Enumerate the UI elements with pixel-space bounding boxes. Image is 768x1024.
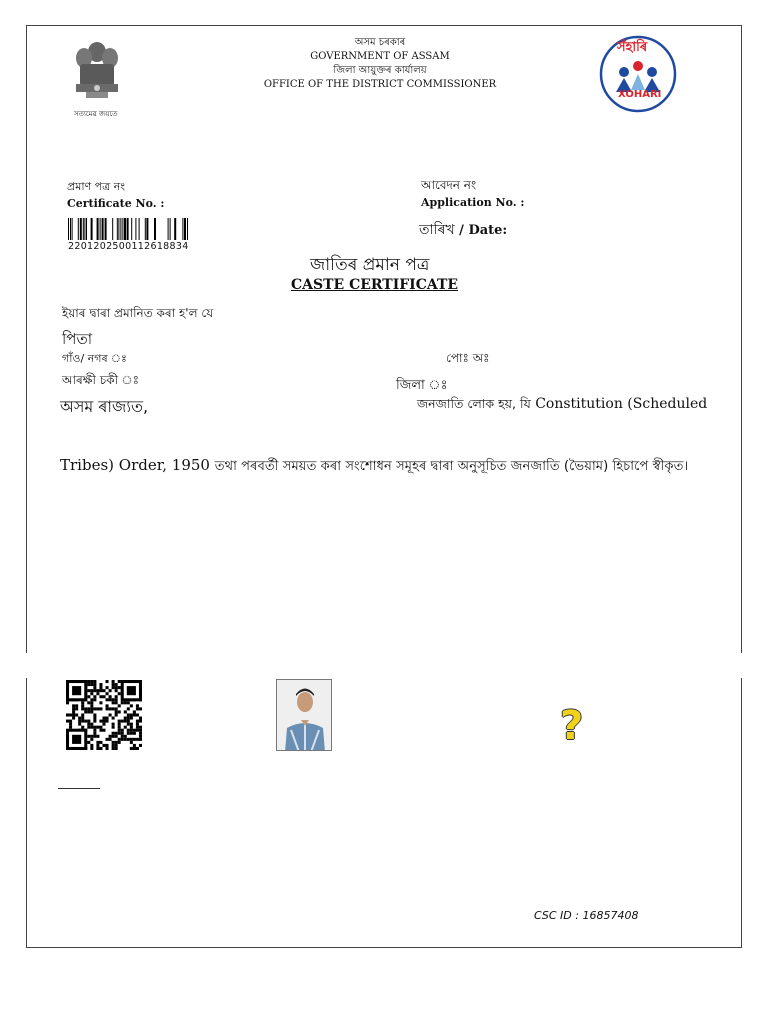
date-label bbox=[419, 218, 507, 242]
constitution-line bbox=[417, 396, 707, 416]
order-text-en: Tribes) Order, 1950 bbox=[60, 456, 210, 474]
title-as: জাতিৰ প্ৰমান পত্ৰ bbox=[310, 255, 430, 275]
header-line-office-as: জিলা আয়ুক্তৰ কাৰ্যালয় bbox=[333, 65, 427, 76]
certify-line: ইয়াৰ দ্বাৰা প্ৰমানিত কৰা হ'ল যে bbox=[62, 306, 214, 320]
father-label: পিতা bbox=[62, 330, 93, 348]
applicant-photo bbox=[276, 679, 332, 751]
order-text-as: তথা পৰবৰ্তী সময়ত কৰা সংশোধন সমূহৰ দ্বাৰা অনুসূচিত জনজাতি (ভৈয়াম) হিচাপে স্বীকৃত। bbox=[214, 459, 689, 474]
state-label: অসম ৰাজ্যত, bbox=[60, 397, 149, 416]
village-label: গাঁও/ নগৰ ঃ bbox=[62, 352, 127, 365]
barcode-icon bbox=[68, 218, 188, 240]
date-label-en: / Date: bbox=[454, 223, 508, 238]
district-label: জিলা ঃ bbox=[396, 378, 448, 393]
csc-id: CSC ID : 16857408 bbox=[534, 909, 639, 922]
xohari-logo-bottom-text: XOHARI bbox=[618, 89, 662, 100]
date-label-as: তাৰিখ bbox=[419, 222, 455, 238]
post-office-label: পোঃ অঃ bbox=[446, 351, 490, 365]
constitution-text: Constitution (Scheduled bbox=[535, 396, 708, 412]
ashoka-emblem-icon bbox=[66, 38, 128, 108]
header-line-office-en: OFFICE OF THE DISTRICT COMMISSIONER bbox=[263, 79, 497, 90]
qr-code-icon bbox=[66, 680, 142, 750]
tribe-phrase: জনজাতি লোক হয়, যি bbox=[417, 396, 531, 411]
certificate-no-label-as: প্ৰমাণ পত্ৰ নং bbox=[67, 180, 126, 193]
emblem-caption: সত্যমেৱ জয়তে bbox=[74, 110, 118, 118]
signature-line bbox=[58, 788, 100, 789]
barcode-number: 2201202500112618834 bbox=[68, 241, 189, 252]
police-station-label: আৰক্ষী চকী ঃ bbox=[62, 373, 139, 387]
xohari-logo-top-text: সঁহাৰি bbox=[617, 40, 648, 55]
order-line bbox=[60, 456, 688, 478]
header-line-assam-govt-as: অসম চৰকাৰ bbox=[354, 37, 406, 48]
certificate-border-top bbox=[26, 25, 742, 653]
application-no-label-as: আবেদন নং bbox=[421, 178, 477, 192]
certificate-no-label-en: Certificate No. : bbox=[67, 197, 165, 210]
signature-placeholder-icon: ? bbox=[560, 703, 584, 749]
application-no-label-en: Application No. : bbox=[421, 196, 525, 209]
header-line-govt-en: GOVERNMENT OF ASSAM bbox=[310, 51, 450, 62]
title-en: CASTE CERTIFICATE bbox=[291, 277, 459, 293]
